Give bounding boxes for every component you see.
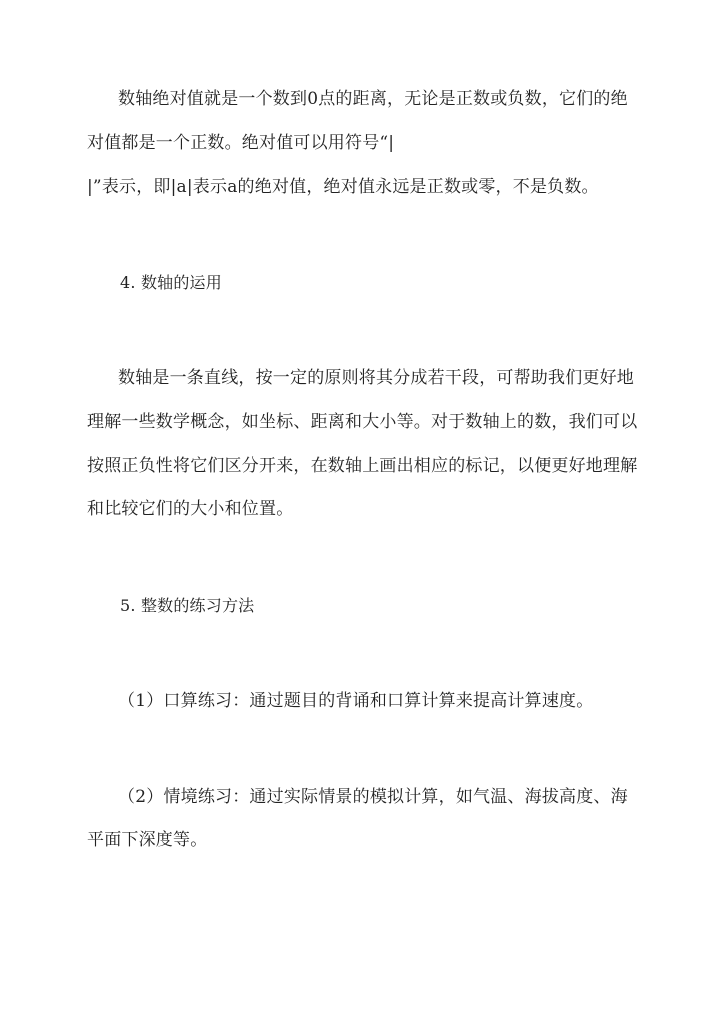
practice-item-1: （1）口算练习：通过题目的背诵和口算计算来提高计算速度。 xyxy=(118,691,594,711)
section-heading-4: 4. 数轴的运用 xyxy=(120,273,222,292)
practice-item-2-line-2: 平面下深度等。 xyxy=(87,830,208,850)
paragraph-2-line-1: 数轴是一条直线，按一定的原则将其分成若干段，可帮助我们更好地 xyxy=(118,368,634,388)
paragraph-2-line-4: 和比较它们的大小和位置。 xyxy=(87,499,294,519)
paragraph-1-line-3: |”表示，即|a|表示a的绝对值，绝对值永远是正数或零，不是负数。 xyxy=(87,177,599,197)
paragraph-1-line-1: 数轴绝对值就是一个数到0点的距离，无论是正数或负数，它们的绝 xyxy=(118,89,628,109)
practice-item-2-line-1: （2）情境练习：通过实际情景的模拟计算，如气温、海拔高度、海 xyxy=(118,787,628,807)
paragraph-2-line-2: 理解一些数学概念，如坐标、距离和大小等。对于数轴上的数，我们可以 xyxy=(87,412,638,432)
section-heading-5: 5. 整数的练习方法 xyxy=(120,596,255,615)
paragraph-2-line-3: 按照正负性将它们区分开来，在数轴上画出相应的标记，以便更好地理解 xyxy=(87,456,638,476)
paragraph-1-line-2: 对值都是一个正数。绝对值可以用符号“| xyxy=(87,133,395,153)
